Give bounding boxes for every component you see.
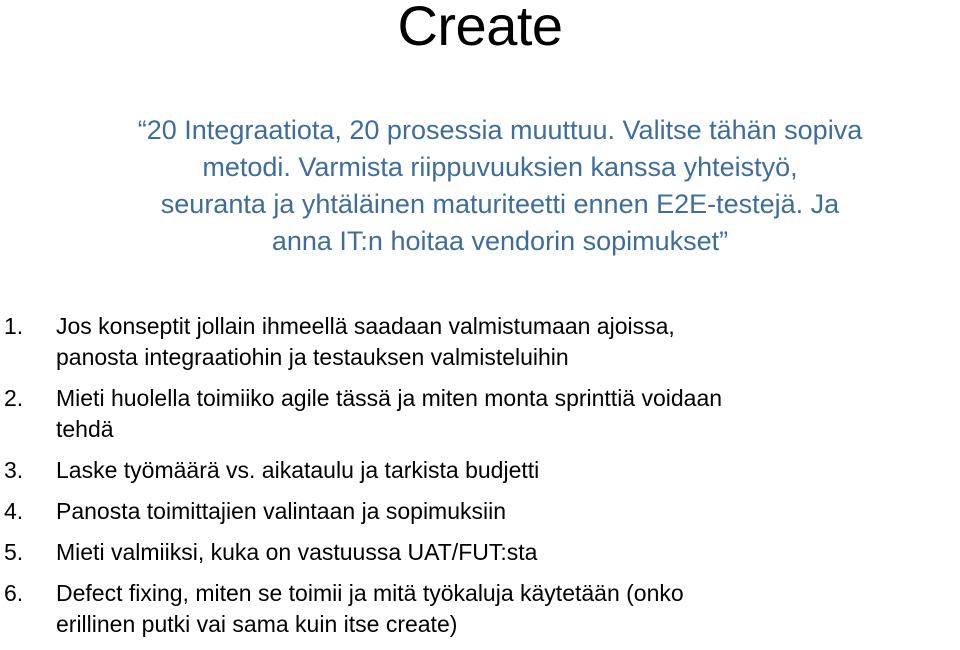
list-item-number: 5.: [4, 539, 24, 565]
quote-line: seuranta ja yhtäläinen maturiteetti ennen E2E-testejä. Ja: [160, 189, 840, 219]
quote-line: “20 Integraatiota, 20 prosessia muuttuu. Valitse tähän sopiva: [137, 115, 863, 145]
list-item: [0, 455, 960, 486]
list-item-text: Mieti valmiiksi, kuka on vastuussa UAT/FUT:sta: [56, 539, 538, 565]
list-item: [0, 311, 960, 373]
list-item-text: Mieti huolella toimiiko agile tässä ja miten monta sprinttiä voidaan: [56, 385, 723, 411]
list-item-text: tehdä: [56, 416, 114, 442]
list-item-text: Panosta toimittajien valintaan ja sopimuksiin: [56, 498, 507, 524]
list-item-text: erillinen putki vai sama kuin itse create): [56, 611, 458, 637]
list-item-text: Defect fixing, miten se toimii ja mitä työkaluja käytetään (onko: [56, 580, 684, 606]
list-item: [0, 578, 960, 640]
list-item-number: 6.: [4, 580, 24, 606]
list-item: [0, 496, 960, 527]
list-item-text: Jos konseptit jollain ihmeellä saadaan valmistumaan ajoissa,: [56, 313, 675, 339]
numbered-list: [0, 311, 960, 640]
list-item-number: 2.: [4, 385, 24, 411]
slide-title: Create: [397, 0, 563, 57]
quote-block: [60, 112, 940, 260]
list-item-text: Laske työmäärä vs. aikataulu ja tarkista budjetti: [56, 457, 540, 483]
quote-line: metodi. Varmista riippuvuuksien kanssa yhteistyö,: [202, 152, 798, 182]
list-item-number: 1.: [4, 313, 24, 339]
quote-line: anna IT:n hoitaa vendorin sopimukset”: [271, 226, 729, 256]
list-item: [0, 537, 960, 568]
list-item-number: 4.: [4, 498, 24, 524]
list-item-text: panosta integraatiohin ja testauksen valmisteluihin: [56, 344, 569, 370]
list-item-number: 3.: [4, 457, 24, 483]
list-item: [0, 383, 960, 445]
